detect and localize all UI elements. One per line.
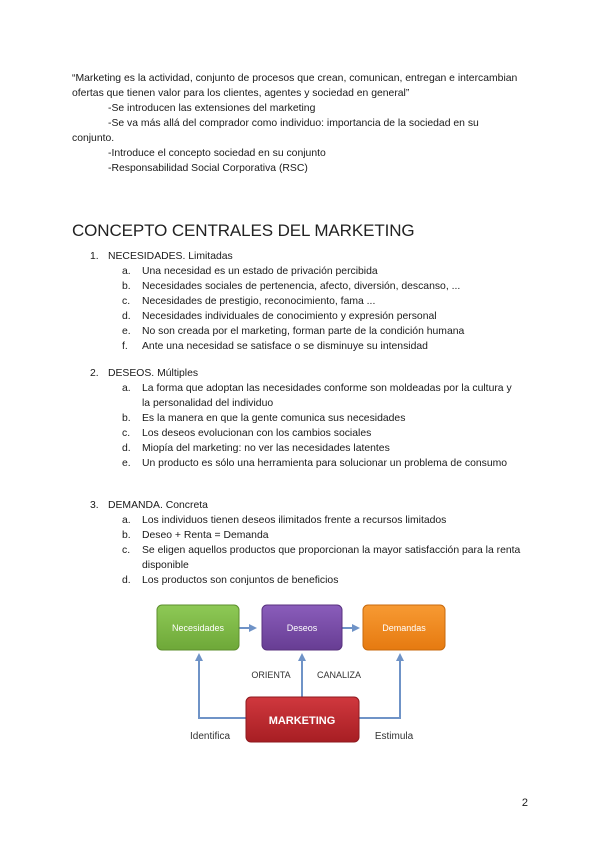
intro-line-2-continuation: conjunto.	[72, 133, 115, 144]
box-deseos-label: Deseos	[286, 623, 318, 633]
list-item: b. Necesidades sociales de pertenencia, afecto, diversión, descanso, ...	[122, 281, 461, 292]
label-canaliza: CANALIZA	[316, 670, 362, 680]
arrow-marketing-to-demandas	[359, 655, 400, 718]
section-number: 3.	[90, 500, 99, 511]
section-title-text: NECESIDADES. Limitadas	[108, 251, 233, 262]
list-item: d. Miopía del marketing: no ver las necesidades latentes	[122, 443, 390, 454]
box-marketing-label: MARKETING	[268, 715, 336, 727]
list-item: c. Los deseos evolucionan con los cambios sociales	[122, 428, 372, 439]
marketing-definition-quote: “Marketing es la actividad, conjunto de procesos que crean, comunican, entregan e intercambian ofertas que tienen valor para los clientes, agentes y sociedad en general”	[72, 73, 518, 99]
list-item: e. Un producto es sólo una herramienta para solucionar un problema de consumo	[122, 458, 508, 469]
list-item: d. Los productos son conjuntos de beneficios	[122, 575, 339, 586]
box-demandas-label: Demandas	[382, 623, 426, 633]
label-orienta: ORIENTA	[251, 670, 291, 680]
list-item: f. Ante una necesidad se satisface o se disminuye su intensidad	[122, 341, 428, 352]
list-item: b. Deseo + Renta = Demanda	[122, 530, 269, 541]
section-title-text: DESEOS. Múltiples	[108, 368, 199, 379]
list-item: d. Necesidades individuales de conocimiento y expresión personal	[122, 311, 437, 322]
label-estimula: Estimula	[374, 731, 414, 742]
intro-line-2: -Se va más allá del comprador como individuo: importancia de la sociedad en su	[108, 118, 479, 129]
list-item: a. La forma que adoptan las necesidades conforme son moldeadas por la cultura y la personalidad del individuo	[122, 383, 512, 409]
intro-line-4: -Responsabilidad Social Corporativa (RSC)	[108, 163, 308, 174]
list-item: c. Necesidades de prestigio, reconocimiento, fama ...	[122, 296, 376, 307]
section-title-text: DEMANDA. Concreta	[108, 500, 208, 511]
section-heading: CONCEPTO CENTRALES DEL MARKETING	[72, 221, 415, 240]
list-item: e. No son creada por el marketing, forman parte de la condición humana	[122, 326, 465, 337]
list-item: a. Una necesidad es un estado de privación percibida	[122, 266, 378, 277]
intro-line-3: -Introduce el concepto sociedad en su conjunto	[108, 148, 326, 159]
box-necesidades-label: Necesidades	[171, 623, 225, 633]
arrow-marketing-to-necesidades	[199, 655, 246, 718]
intro-line-1: -Se introducen las extensiones del marketing	[108, 103, 316, 114]
page-number: 2	[521, 797, 528, 809]
list-item: a. Los individuos tienen deseos ilimitados frente a recursos limitados	[122, 515, 447, 526]
section-number: 1.	[90, 251, 99, 262]
list-item: b. Es la manera en que la gente comunica sus necesidades	[122, 413, 406, 424]
section-number: 2.	[90, 368, 99, 379]
label-identifica: Identifica	[189, 731, 231, 742]
list-item: c. Se eligen aquellos productos que proporcionan la mayor satisfacción para la renta disponible	[122, 545, 521, 571]
